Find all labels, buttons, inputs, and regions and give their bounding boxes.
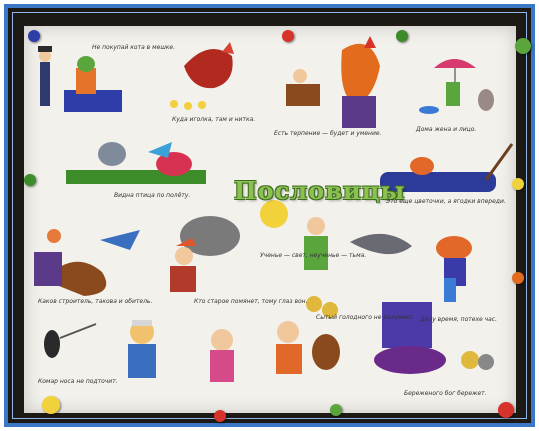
caption-3: Есть терпение — будет и умение. bbox=[274, 130, 382, 137]
caption-6: Это еще цветочки, а ягодки впереди. bbox=[386, 198, 506, 205]
pin-top-left bbox=[28, 30, 40, 42]
caption-4: Дома жена и лицо. bbox=[416, 126, 477, 133]
inner-border-line bbox=[12, 12, 527, 419]
caption-13: Береженого бог бережет. bbox=[404, 390, 487, 397]
pin-top-right bbox=[515, 38, 531, 54]
caption-12: Комар носа не подточит. bbox=[38, 378, 118, 385]
pin-bottom-center bbox=[214, 410, 226, 422]
caption-5: Видна птица по полёту. bbox=[114, 192, 191, 199]
pin-left-middle bbox=[24, 174, 36, 186]
caption-1: Не покупай кота в мешке. bbox=[92, 44, 176, 51]
pin-bottom-left bbox=[42, 396, 60, 414]
pin-bottom-right bbox=[498, 402, 514, 418]
caption-10: Сытый голодного не разумеет. bbox=[316, 314, 415, 321]
caption-9: Кто старое помянет, тому глаз вон. bbox=[194, 298, 308, 305]
pin-right-lower bbox=[512, 272, 524, 284]
pin-right-middle bbox=[512, 178, 524, 190]
pin-top-center bbox=[282, 30, 294, 42]
caption-11: Делу время, потехе час. bbox=[420, 316, 498, 323]
poster-title: Пословицы bbox=[234, 176, 406, 205]
caption-8: Каков строитель, такова и обитель. bbox=[38, 298, 153, 305]
pin-top-right-1 bbox=[396, 30, 408, 42]
caption-7: Ученье — свет, неученье — тьма. bbox=[260, 252, 367, 259]
caption-2: Куда иголка, там и нитка. bbox=[172, 116, 256, 123]
pin-bottom-center-2 bbox=[330, 404, 342, 416]
